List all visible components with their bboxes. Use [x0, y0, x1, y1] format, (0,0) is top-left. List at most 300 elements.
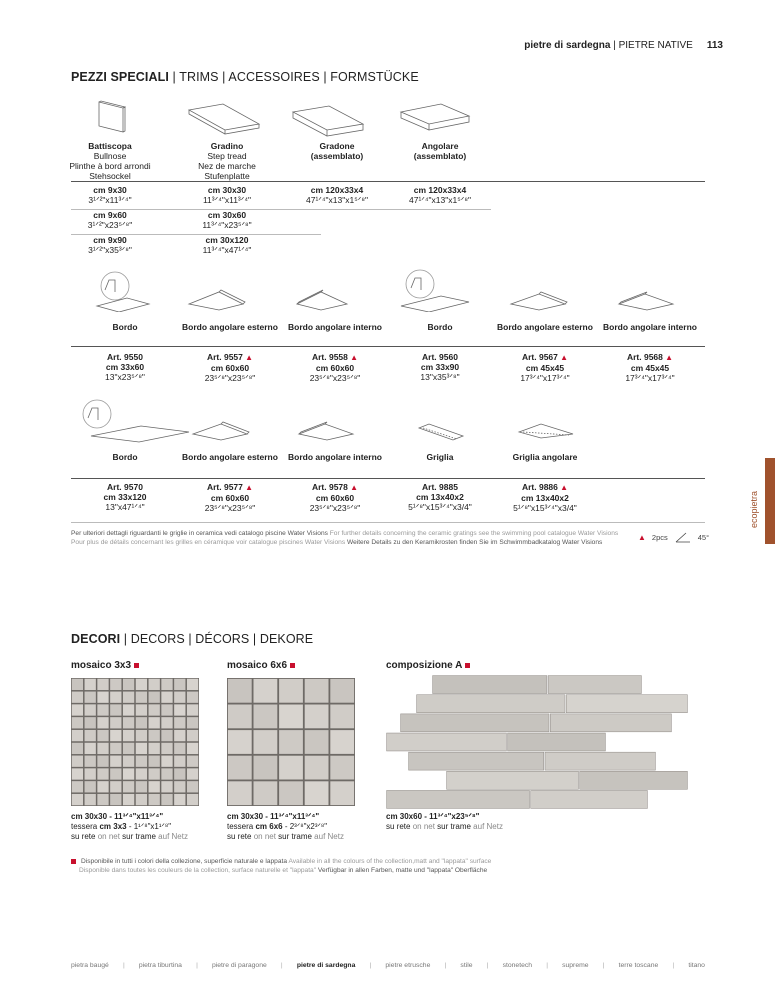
mosaic-tessera: [174, 756, 185, 767]
mosaic-tessera: [174, 794, 185, 805]
size-inch: 17³ᐟ⁴"x17³ᐟ⁴": [625, 372, 675, 383]
bordo-est-9577-drawing: [193, 422, 249, 440]
trim-title: Angolare: [421, 141, 459, 151]
size-cm: cm 30x120: [205, 235, 249, 245]
mosaic-tessera: [97, 781, 108, 792]
trim-name-3: [380, 141, 500, 161]
decor-label-mosaico-3x3: mosaico 3x3: [71, 660, 139, 671]
trims-illustrations: [71, 96, 491, 140]
legend-pcs: 2pcs: [651, 532, 668, 542]
triangle-icon: ▲: [557, 483, 569, 492]
size-cm: cm 33x90: [420, 362, 460, 373]
mosaic-tessera: [254, 730, 278, 754]
footer-separator: |: [602, 962, 605, 969]
footer-separator: |: [672, 962, 675, 969]
trim-title: Gradino: [210, 141, 244, 151]
decor-caption-3x3: cm 30x30 - 11³ᐟ⁴"x11³ᐟ⁴" tessera cm 3x3 - 1¹ᐟ⁸"x1¹ᐟ⁸" su rete on net sur trame auf Netz: [71, 812, 188, 841]
size-inch: 13"x35³ᐟ⁸": [420, 372, 460, 383]
red-square-icon: [290, 663, 295, 668]
availability-note: Disponibile in tutti i colori della collezione, superficie naturale e lappata Available in all the colours of the collection,matt and "lappata" surface Disponible dans toutes les couleurs de la collection, surface naturelle et "lappata" Verfügbar in allen Farben, matte und "lappata" Oberfläche: [71, 858, 491, 876]
mosaic-tessera: [72, 730, 83, 741]
pool-piece-name: Bordo angolare interno: [603, 322, 697, 332]
red-square-icon: [134, 663, 139, 668]
size-cm: cm 120x33x4: [310, 185, 364, 195]
size-cm: cm 13x40x2: [416, 492, 464, 503]
mosaic-tessera: [187, 768, 198, 779]
side-tab: [765, 458, 775, 544]
mosaic-tessera: [149, 756, 160, 767]
mosaic-tessera: [330, 756, 354, 780]
mosaic-tessera: [85, 768, 96, 779]
footer-link-4[interactable]: pietre etrusche: [385, 962, 431, 969]
mosaic-tessera: [110, 756, 121, 767]
bordo-9560-drawing: [401, 270, 469, 312]
mosaic-tessera: [149, 730, 160, 741]
mosaic-tessera: [97, 756, 108, 767]
mosaic-tessera: [174, 679, 185, 690]
mosaic-tessera: [149, 692, 160, 703]
pool-row1-illustrations: [71, 268, 705, 312]
pool_row2-name: [490, 452, 600, 462]
mosaic-tessera: [228, 705, 252, 729]
composition-strip: [550, 714, 671, 732]
griglia-9885-drawing: [419, 424, 463, 440]
mosaic-tessera: [85, 756, 96, 767]
size-cm: cm 60x60: [210, 362, 250, 373]
composition-strip: [580, 771, 688, 789]
decor-title: DECORI | DECORS | DÉCORS | DEKORE: [71, 632, 314, 646]
trim-name-0: [50, 141, 170, 181]
pool_row1-article: [385, 352, 495, 383]
mosaic-tessera: [97, 717, 108, 728]
trim-subtitle: (assemblato): [310, 151, 364, 162]
pool_row1-name: [385, 322, 495, 332]
mosaic-tessera: [279, 679, 303, 703]
mosaic-tessera: [228, 679, 252, 703]
trims-title: PEZZI SPECIALI | TRIMS | ACCESSOIRES | FORMSTÜCKE: [71, 70, 419, 84]
trim-subtitle: Stufenplatte: [204, 171, 250, 182]
mosaic-tessera: [72, 781, 83, 792]
size-inch: 3¹ᐟ²"x23⁵ᐟ⁸": [87, 219, 133, 230]
mosaic-tessera: [228, 756, 252, 780]
mosaic-tessera: [174, 781, 185, 792]
size-inch: 47¹ᐟ⁴"x13"x1⁵ᐟ⁸": [306, 194, 368, 205]
gratings-note: Per ulteriori dettagli riguardanti le griglie in ceramica vedi catalogo piscine Water Visions For further details concerning the ceramic gratings see the swimming pool catalogue Water Visions Pour plus de détails concernant les grilles en céramique voir catalogue piscines Water Visions Weitere Details zu den Keramikrosten finden Sie im Schwimmbadkatalog Water Visions: [71, 530, 619, 546]
pool_row1-article: [490, 352, 600, 383]
footer-link-5[interactable]: stile: [460, 962, 473, 969]
size-inch: 3¹ᐟ²"x11³ᐟ⁴": [88, 194, 132, 205]
size-cm: cm 30x30: [207, 185, 247, 195]
composition-strip: [387, 733, 507, 751]
mosaic-tessera: [149, 794, 160, 805]
size-inch: 5¹ᐟ⁸"x15³ᐟ⁴"x3/4": [408, 502, 472, 513]
pool_row2-article: [70, 482, 180, 513]
page-number: 113: [706, 40, 723, 51]
footer-link-3[interactable]: pietre di sardegna: [296, 962, 356, 969]
pool-row1-divider: [71, 346, 705, 347]
pool_row1-name: [280, 322, 390, 332]
mosaic-tessera: [110, 692, 121, 703]
pool-piece-name: Bordo angolare esterno: [182, 322, 278, 332]
mosaic-tessera: [161, 756, 172, 767]
pool_row1-article: [280, 352, 390, 383]
mosaico-3x3-image: [71, 678, 199, 806]
bordo-int-9568-drawing: [619, 292, 673, 310]
mosaic-tessera: [279, 730, 303, 754]
bordo-9550-drawing: [97, 272, 149, 312]
size-inch: 11³ᐟ⁴"x11³ᐟ⁴": [202, 194, 252, 205]
composition-strip: [566, 695, 687, 713]
mosaic-tessera: [305, 756, 329, 780]
pool-piece-name: Bordo angolare interno: [288, 322, 382, 332]
footer-separator: |: [444, 962, 447, 969]
legend: [638, 531, 709, 543]
mosaic-tessera: [85, 730, 96, 741]
mosaic-tessera: [305, 730, 329, 754]
pool-row2-illustrations: [71, 398, 705, 444]
footer-link-6[interactable]: stonetech: [502, 962, 533, 969]
article-number: Art. 9550: [107, 352, 143, 362]
pool_row1-article: [70, 352, 180, 383]
decor-label-composizione-a: composizione A: [386, 660, 470, 671]
pool-bottom-divider: [71, 522, 705, 523]
mosaic-tessera: [110, 794, 121, 805]
mosaic-tessera: [174, 704, 185, 715]
pool_row2-article: [175, 482, 285, 513]
size-inch: 23⁵ᐟ⁸"x23⁵ᐟ⁸": [309, 502, 361, 513]
collection-title: pietre di sardegna | PIETRE NATIVE: [524, 40, 693, 51]
mosaic-tessera: [123, 704, 134, 715]
mosaic-tessera: [136, 730, 147, 741]
composizione-a-image: [386, 675, 688, 809]
size-cm: cm 33x60: [105, 362, 145, 373]
pool_row2-name: [175, 452, 285, 462]
mosaic-tessera: [254, 679, 278, 703]
mosaic-tessera: [85, 743, 96, 754]
trim-subtitle: Bullnose: [93, 151, 127, 162]
mosaic-tessera: [279, 756, 303, 780]
article-number: Art. 9557: [206, 352, 243, 362]
mosaic-tessera: [110, 717, 121, 728]
mosaic-tessera: [72, 704, 83, 715]
footer-separator: |: [546, 962, 548, 969]
footer-separator: |: [196, 962, 198, 969]
mosaic-tessera: [161, 717, 172, 728]
mosaic-tessera: [72, 679, 83, 690]
trim-size: [167, 236, 287, 256]
composition-strip: [401, 714, 549, 732]
article-number: Art. 9886: [521, 482, 558, 492]
mosaic-tessera: [330, 730, 354, 754]
pool_row2-article: [490, 482, 600, 513]
footer-link-9[interactable]: titano: [688, 962, 705, 969]
mosaic-tessera: [110, 743, 121, 754]
mosaic-tessera: [187, 717, 198, 728]
mosaic-tessera: [85, 679, 96, 690]
trim-size: [50, 186, 170, 206]
mosaic-tessera: [161, 692, 172, 703]
size-cm: cm 60x60: [210, 492, 250, 503]
mosaic-tessera: [254, 781, 278, 805]
triangle-icon: ▲: [242, 353, 254, 362]
bordo-int-9558-drawing: [297, 290, 347, 310]
mosaic-tessera: [161, 730, 172, 741]
triangle-icon: ▲: [347, 353, 359, 362]
pool-piece-name: Griglia: [426, 452, 454, 462]
mosaic-tessera: [110, 679, 121, 690]
mosaic-tessera: [97, 794, 108, 805]
decor-label-mosaico-6x6: mosaico 6x6: [227, 660, 295, 671]
mosaic-tessera: [110, 781, 121, 792]
pool-piece-name: Bordo angolare esterno: [182, 452, 278, 462]
size-cm: cm 13x40x2: [521, 492, 569, 503]
mosaic-tessera: [97, 692, 108, 703]
mosaic-tessera: [110, 768, 121, 779]
footer-link-0[interactable]: pietra baugé: [71, 962, 109, 969]
size-cm: cm 45x45: [630, 362, 670, 373]
pool_row2-article: [385, 482, 495, 513]
composition-strip: [548, 676, 641, 694]
mosaic-tessera: [305, 679, 329, 703]
mosaic-tessera: [97, 743, 108, 754]
mosaic-tessera: [110, 704, 121, 715]
mosaic-tessera: [161, 768, 172, 779]
legend-angle: 45°: [697, 532, 710, 542]
trim-size: [277, 186, 397, 206]
mosaic-tessera: [123, 717, 134, 728]
mosaic-tessera: [161, 781, 172, 792]
red-square-icon: [71, 859, 76, 864]
footer-separator: |: [122, 962, 125, 969]
mosaic-tessera: [149, 717, 160, 728]
footer-separator: |: [280, 962, 283, 969]
mosaic-tessera: [85, 781, 96, 792]
pool_row1-article: [595, 352, 705, 383]
pool-piece-name: Bordo: [112, 452, 138, 462]
mosaic-tessera: [149, 781, 160, 792]
mosaic-tessera: [72, 717, 83, 728]
mosaic-tessera: [187, 794, 198, 805]
trim-name-2: [277, 141, 397, 161]
trim-subtitle: Plinthe à bord arrondi: [69, 161, 151, 172]
trims-row-divider: [71, 234, 321, 235]
angle-icon: [674, 531, 692, 543]
trim-size: [50, 211, 170, 231]
article-number: Art. 9577: [206, 482, 243, 492]
mosaic-tessera: [123, 692, 134, 703]
size-cm: cm 9x90: [93, 235, 127, 245]
size-inch: 23⁵ᐟ⁸"x23⁵ᐟ⁸": [204, 372, 256, 383]
red-square-icon: [465, 663, 470, 668]
mosaic-tessera: [254, 705, 278, 729]
footer-nav: [71, 962, 705, 969]
mosaic-tessera: [72, 756, 83, 767]
mosaic-tessera: [123, 743, 134, 754]
mosaic-tessera: [279, 781, 303, 805]
decor-caption-6x6: cm 30x30 - 11³ᐟ⁴"x11³ᐟ⁴" tessera cm 6x6 - 2³ᐟ⁸"x2³ᐟ⁸" su rete on net sur trame auf Netz: [227, 812, 344, 841]
pool_row1-name: [70, 322, 180, 332]
side-label: ecopietra: [749, 490, 759, 528]
mosaic-tessera: [123, 756, 134, 767]
trim-size: [380, 186, 500, 206]
pool-piece-name: Bordo angolare interno: [288, 452, 382, 462]
mosaic-tessera: [123, 730, 134, 741]
mosaic-tessera: [72, 692, 83, 703]
trim-size: [50, 236, 170, 256]
mosaic-tessera: [187, 743, 198, 754]
trim-subtitle: Stehsockel: [89, 171, 131, 182]
mosaic-tessera: [85, 692, 96, 703]
mosaic-tessera: [161, 743, 172, 754]
mosaic-tessera: [97, 679, 108, 690]
composition-strip: [387, 790, 530, 808]
mosaico-6x6-image: [227, 678, 355, 806]
trims-divider: [71, 181, 705, 182]
pool_row1-article: [175, 352, 285, 383]
mosaic-tessera: [85, 704, 96, 715]
page-header: [524, 40, 723, 51]
pool-piece-name: Bordo: [112, 322, 138, 332]
decor-caption-composizione: cm 30x60 - 11³ᐟ⁴"x23⁵ᐟ⁸" su rete on net sur trame auf Netz: [386, 812, 503, 831]
size-inch: 47¹ᐟ⁴"x13"x1⁵ᐟ⁸": [409, 194, 471, 205]
trim-title: Battiscopa: [88, 141, 132, 151]
size-inch: 13"x47¹ᐟ⁴": [105, 502, 145, 513]
mosaic-tessera: [187, 730, 198, 741]
bullnose-drawing: [99, 101, 125, 132]
mosaic-tessera: [136, 768, 147, 779]
mosaic-tessera: [149, 679, 160, 690]
size-cm: cm 45x45: [525, 362, 565, 373]
gradone-drawing: [293, 106, 363, 136]
trim-title: Gradone: [319, 141, 355, 151]
composition-strip: [433, 676, 547, 694]
mosaic-tessera: [161, 704, 172, 715]
composition-strip: [409, 752, 544, 770]
trim-size: [167, 211, 287, 231]
mosaic-tessera: [228, 781, 252, 805]
mosaic-tessera: [149, 704, 160, 715]
triangle-icon: ▲: [347, 483, 359, 492]
mosaic-tessera: [149, 743, 160, 754]
mosaic-tessera: [187, 756, 198, 767]
pool-piece-name: Bordo angolare esterno: [497, 322, 593, 332]
mosaic-tessera: [161, 679, 172, 690]
triangle-icon: ▲: [662, 353, 674, 362]
pool_row2-name: [70, 452, 180, 462]
mosaic-tessera: [279, 705, 303, 729]
mosaic-tessera: [330, 705, 354, 729]
mosaic-tessera: [174, 692, 185, 703]
pool_row1-name: [595, 322, 705, 332]
article-number: Art. 9570: [107, 482, 143, 492]
bordo-int-9578-drawing: [299, 422, 353, 440]
footer-separator: |: [486, 962, 489, 969]
mosaic-tessera: [123, 768, 134, 779]
triangle-icon: ▲: [638, 532, 646, 542]
mosaic-tessera: [330, 781, 354, 805]
mosaic-tessera: [97, 730, 108, 741]
footer-link-8[interactable]: terre toscane: [618, 962, 659, 969]
mosaic-tessera: [72, 794, 83, 805]
footer-link-7[interactable]: supreme: [562, 962, 589, 969]
mosaic-tessera: [136, 743, 147, 754]
size-cm: cm 60x60: [315, 362, 355, 373]
article-number: Art. 9578: [311, 482, 348, 492]
griglia-angolare-9886-drawing: [519, 424, 573, 438]
mosaic-tessera: [110, 730, 121, 741]
mosaic-tessera: [97, 704, 108, 715]
mosaic-tessera: [174, 743, 185, 754]
mosaic-tessera: [174, 730, 185, 741]
mosaic-tessera: [72, 768, 83, 779]
triangle-icon: ▲: [557, 353, 569, 362]
composition-strip: [508, 733, 606, 751]
size-inch: 23⁵ᐟ⁸"x23⁵ᐟ⁸": [309, 372, 361, 383]
mosaic-tessera: [136, 692, 147, 703]
mosaic-tessera: [305, 705, 329, 729]
pool-row2-divider: [71, 478, 705, 479]
trim-size: [167, 186, 287, 206]
size-cm: cm 60x60: [315, 492, 355, 503]
mosaic-tessera: [174, 768, 185, 779]
mosaic-tessera: [187, 692, 198, 703]
article-number: Art. 9558: [311, 352, 348, 362]
size-inch: 11³ᐟ⁴"x47¹ᐟ⁴": [202, 244, 252, 255]
mosaic-tessera: [187, 704, 198, 715]
size-cm: cm 30x60: [207, 210, 247, 220]
mosaic-tessera: [123, 794, 134, 805]
mosaic-tessera: [136, 717, 147, 728]
mosaic-tessera: [187, 679, 198, 690]
mosaic-tessera: [161, 794, 172, 805]
mosaic-tessera: [136, 679, 147, 690]
trim-subtitle: (assemblato): [413, 151, 467, 162]
size-inch: 5¹ᐟ⁸"x15³ᐟ⁴"x3/4": [513, 502, 577, 513]
size-inch: 13"x23⁵ᐟ⁸": [105, 372, 145, 383]
mosaic-tessera: [123, 781, 134, 792]
trims-row-divider: [71, 209, 491, 210]
mosaic-tessera: [174, 717, 185, 728]
size-cm: cm 33x120: [103, 492, 147, 503]
footer-separator: |: [369, 962, 372, 969]
pool-piece-name: Bordo: [427, 322, 453, 332]
pool-piece-name: Griglia angolare: [512, 452, 578, 462]
size-inch: 23⁵ᐟ⁸"x23⁵ᐟ⁸": [204, 502, 256, 513]
size-cm: cm 9x30: [93, 185, 127, 195]
bordo-est-9557-drawing: [189, 290, 245, 310]
pool_row1-name: [490, 322, 600, 332]
size-inch: 3¹ᐟ²"x35³ᐟ⁸": [88, 244, 132, 255]
trim-subtitle: Step tread: [207, 151, 247, 162]
pool_row2-article: [280, 482, 390, 513]
mosaic-tessera: [136, 756, 147, 767]
mosaic-tessera: [97, 768, 108, 779]
article-number: Art. 9568: [626, 352, 663, 362]
composition-strip: [531, 790, 648, 808]
mosaic-tessera: [228, 730, 252, 754]
trim-name-1: [167, 141, 287, 181]
mosaic-tessera: [136, 781, 147, 792]
mosaic-tessera: [330, 679, 354, 703]
mosaic-tessera: [149, 768, 160, 779]
step-tread-drawing: [189, 104, 259, 134]
pool_row2-name: [280, 452, 390, 462]
bordo-9570-drawing: [83, 400, 189, 442]
footer-link-1[interactable]: pietra tiburtina: [138, 962, 182, 969]
bordo-est-9567-drawing: [511, 292, 567, 310]
footer-link-2[interactable]: pietre di paragone: [211, 962, 267, 969]
trim-subtitle: Nez de marche: [198, 161, 256, 172]
